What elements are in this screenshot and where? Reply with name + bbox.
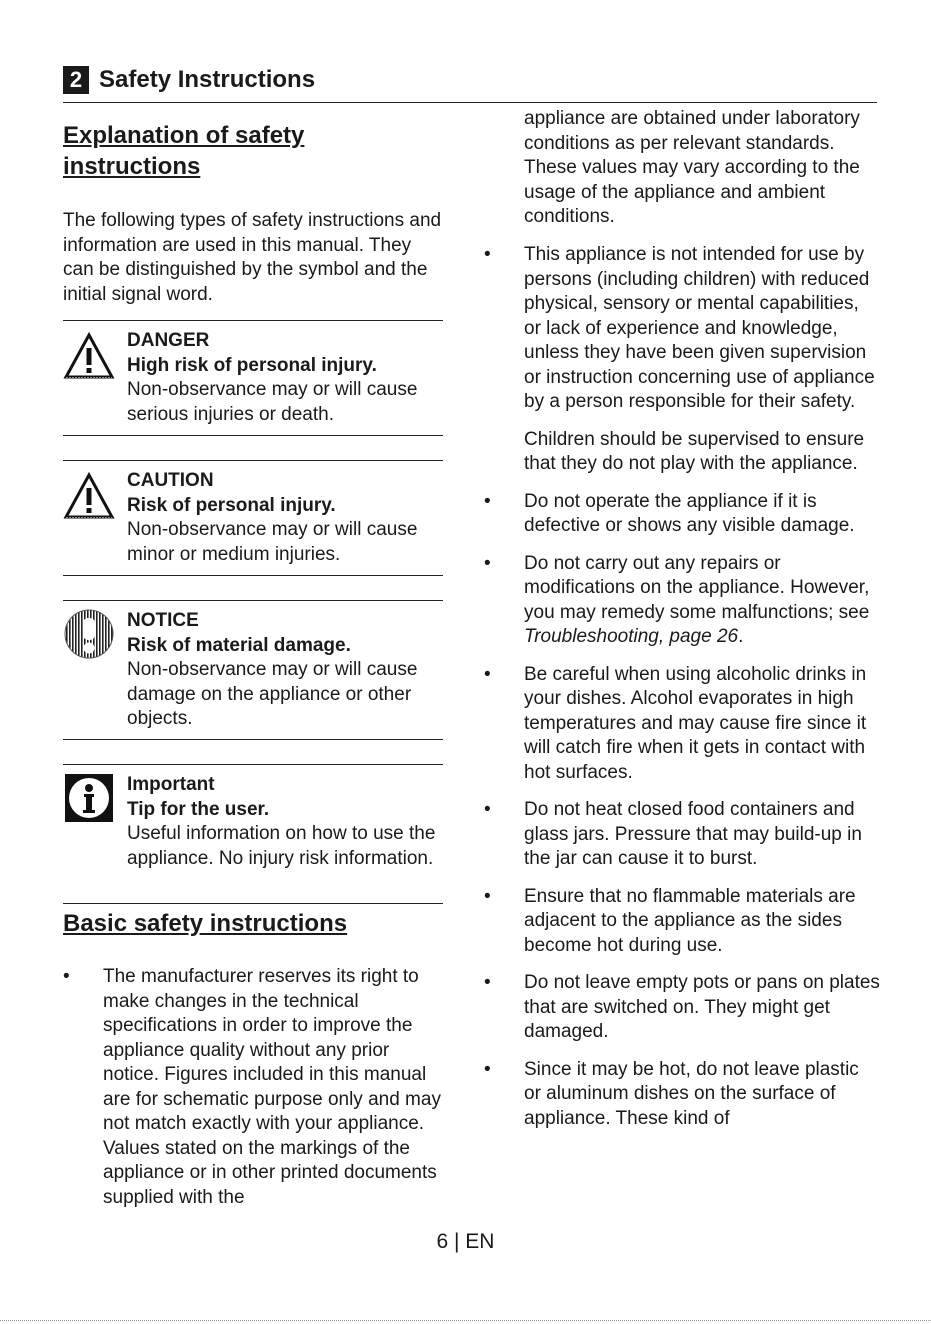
page-footer: 6 | EN	[436, 1230, 495, 1253]
bullet: •	[484, 490, 491, 512]
danger-headline: High risk of personal injury.	[127, 354, 377, 376]
material-notice	[63, 600, 443, 740]
list-item	[484, 798, 880, 872]
basic-safety-list-left	[63, 965, 448, 1210]
explanation-title	[63, 120, 443, 182]
list-item	[484, 243, 880, 477]
list-item	[484, 885, 880, 959]
caution-headline: Risk of personal injury.	[127, 494, 336, 516]
danger-text: Non-observance may or will cause serious injuries or death.	[127, 379, 418, 425]
bullet: •	[63, 966, 70, 987]
list-item	[484, 971, 880, 1045]
list-item-text: Since it may be hot, do not leave plastic or aluminum dishes on the surface of appliance. These kind of	[524, 1058, 859, 1129]
children-note: Children should be supervised to ensure that they do not play with the appliance.	[524, 428, 865, 474]
important-word: Important	[127, 774, 215, 795]
list-item-text: Do not operate the appliance if it is defective or shows any visible damage.	[524, 490, 855, 536]
chapter-header	[63, 64, 877, 103]
danger-word: DANGER	[127, 330, 210, 351]
continued-text: appliance are obtained under laboratory conditions as per relevant standards. These values may vary according to the usage of the appliance and ambient conditions.	[524, 108, 860, 227]
caution-word: CAUTION	[127, 470, 214, 491]
list-item-text: Ensure that no flammable materials are adjacent to the appliance as the sides become hot during use.	[524, 885, 856, 956]
explanation-title-line1: Explanation of safety	[63, 122, 305, 149]
important-notice	[63, 764, 443, 904]
list-item-text: Do not carry out any repairs or modifications on the appliance. However, you may remedy some malfunctions; see	[524, 552, 870, 623]
notice-text: Non-observance may or will cause damage on the appliance or other objects.	[127, 659, 418, 729]
exclamation-circle-icon	[63, 607, 115, 661]
caution-notice	[63, 460, 443, 576]
list-item-text: Be careful when using alcoholic drinks in your dishes. Alcohol evaporates in high temperatures and may cause fire since it will catch fire when it gets in contact with hot surfaces.	[524, 663, 867, 783]
danger-notice	[63, 320, 443, 436]
bullet: •	[484, 885, 491, 907]
troubleshooting-reference: Troubleshooting, page 26	[524, 626, 739, 647]
list-item-text-end: .	[738, 626, 744, 647]
chapter-number-badge: 2	[63, 66, 89, 94]
warning-triangle-icon	[63, 331, 115, 381]
list-item	[484, 1058, 880, 1132]
bullet: •	[484, 552, 491, 574]
info-icon	[63, 771, 115, 825]
bottom-divider	[0, 1320, 931, 1321]
bullet: •	[484, 663, 491, 685]
warning-triangle-icon	[63, 471, 115, 521]
bullet: •	[484, 972, 491, 993]
explanation-title-line2: instructions	[63, 153, 201, 180]
bullet: •	[484, 799, 491, 820]
chapter-title: Safety Instructions	[99, 66, 316, 93]
list-item	[484, 663, 880, 786]
basic-safety-title: Basic safety instructions	[63, 910, 348, 937]
list-item	[484, 490, 880, 539]
caution-text: Non-observance may or will cause minor or medium injuries.	[127, 519, 418, 565]
notice-headline: Risk of material damage.	[127, 634, 351, 656]
notice-word: NOTICE	[127, 610, 199, 631]
list-item-text: This appliance is not intended for use by persons (including children) with reduced physical, sensory or mental capabilities, or lack of experience and knowledge, unless they have been given supervision or instruction concerning use of appliance by a person responsible for their safety.	[524, 244, 875, 412]
bullet: •	[484, 244, 491, 265]
important-text: Useful information on how to use the appliance. No injury risk information.	[127, 823, 436, 869]
list-item-text: The manufacturer reserves its right to make changes in the technical specifications in order to improve the appliance quality without any prior notice. Figures included in this manual are for schematic purpose only and may not match exactly with your appliance. Values stated on the markings of the appliance or in other printed documents supplied with the	[103, 966, 441, 1208]
list-item-text: Do not heat closed food containers and glass jars. Pressure that may build-up in the jar can cause it to burst.	[524, 799, 862, 869]
explanation-intro: The following types of safety instructions and information are used in this manual. They can be distinguished by the symbol and the initial signal word.	[63, 210, 442, 305]
list-item	[63, 965, 448, 1210]
bullet: •	[484, 1058, 491, 1080]
list-item-text: Do not leave empty pots or pans on plates that are switched on. They might get damaged.	[524, 972, 880, 1042]
basic-safety-list-right	[484, 243, 880, 1131]
important-headline: Tip for the user.	[127, 798, 270, 820]
list-item	[484, 552, 880, 650]
